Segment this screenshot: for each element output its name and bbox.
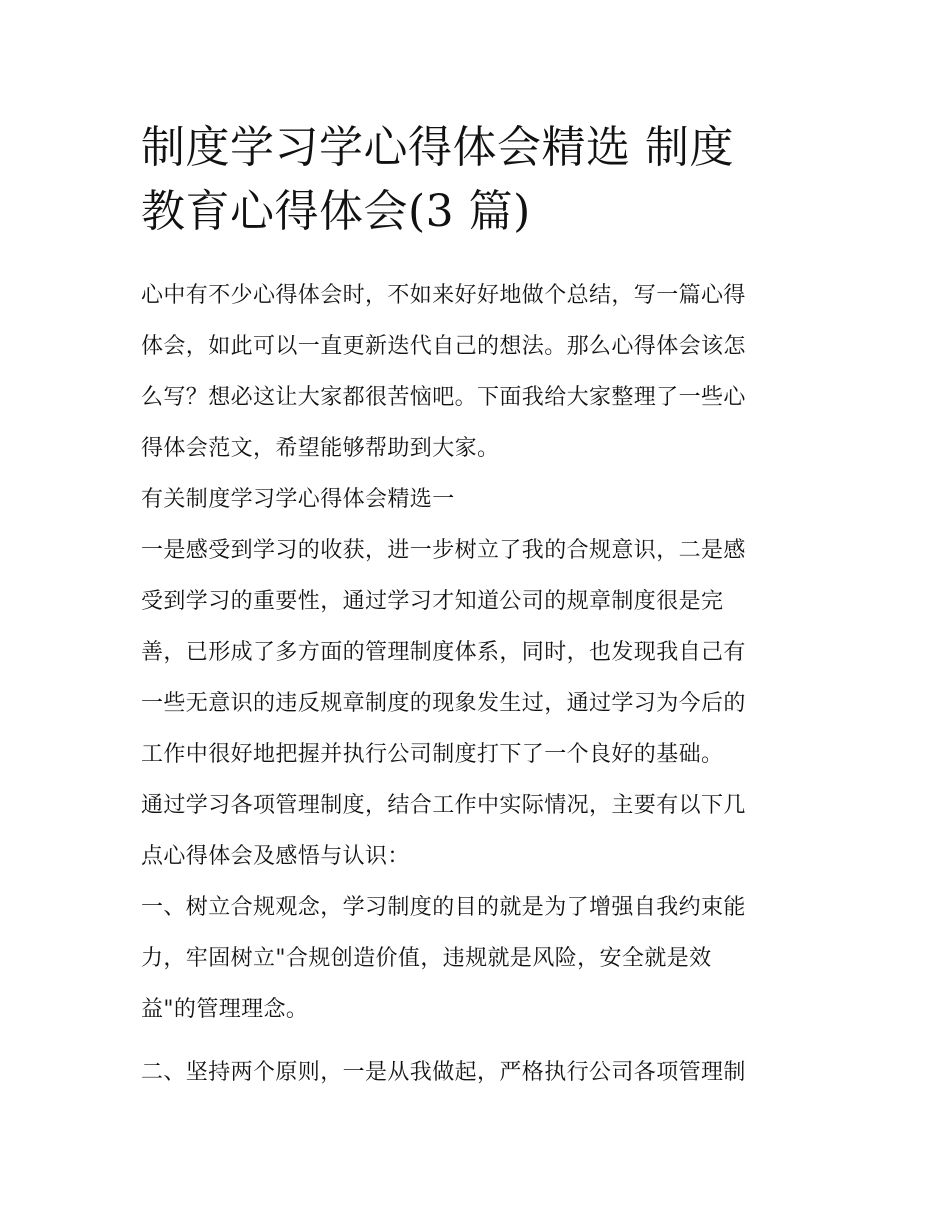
intro-paragraph bbox=[141, 270, 821, 474]
title-line: 制度学习学心得体会精选 制度 bbox=[141, 122, 734, 173]
document-body bbox=[141, 270, 821, 1098]
text-line: 么写？想必这让大家都很苦恼吧。下面我给大家整理了一些心 bbox=[141, 385, 746, 410]
text-line: 工作中很好地把握并执行公司制度打下了一个良好的基础。 bbox=[141, 742, 724, 767]
text-line: 得体会范文，希望能够帮助到大家。 bbox=[141, 436, 500, 461]
document-content bbox=[141, 116, 821, 1098]
text-line: 力，牢固树立"合规创造价值，违规就是风险，安全就是效 bbox=[141, 946, 712, 971]
body-paragraph bbox=[141, 780, 821, 882]
text-line: 受到学习的重要性，通过学习才知道公司的规章制度很是完 bbox=[141, 589, 724, 614]
text-line: 心中有不少心得体会时，不如来好好地做个总结，写一篇心得 bbox=[141, 283, 746, 308]
text-line: 益"的管理理念。 bbox=[141, 997, 309, 1022]
body-paragraph bbox=[141, 882, 821, 1035]
text-line: 一是感受到学习的收获，进一步树立了我的合规意识，二是感 bbox=[141, 538, 746, 563]
text-line: 二、坚持两个原则，一是从我做起，严格执行公司各项管理制 bbox=[141, 1060, 746, 1085]
text-line: 点心得体会及感悟与认识： bbox=[141, 844, 410, 869]
body-paragraph bbox=[141, 525, 821, 780]
document-title bbox=[141, 116, 821, 244]
text-line: 通过学习各项管理制度，结合工作中实际情况，主要有以下几 bbox=[141, 793, 746, 818]
text-line: 一些无意识的违反规章制度的现象发生过，通过学习为今后的 bbox=[141, 691, 746, 716]
text-line: 一、树立合规观念，学习制度的目的就是为了增强自我约束能 bbox=[141, 895, 746, 920]
text-line: 善，已形成了多方面的管理制度体系，同时，也发现我自己有 bbox=[141, 640, 746, 665]
title-line: 教育心得体会(3 篇) bbox=[141, 186, 531, 237]
text-line: 体会，如此可以一直更新迭代自己的想法。那么心得体会该怎 bbox=[141, 334, 746, 359]
section-heading bbox=[141, 474, 821, 525]
body-paragraph bbox=[141, 1047, 821, 1098]
text-line: 有关制度学习学心得体会精选一 bbox=[141, 487, 455, 512]
